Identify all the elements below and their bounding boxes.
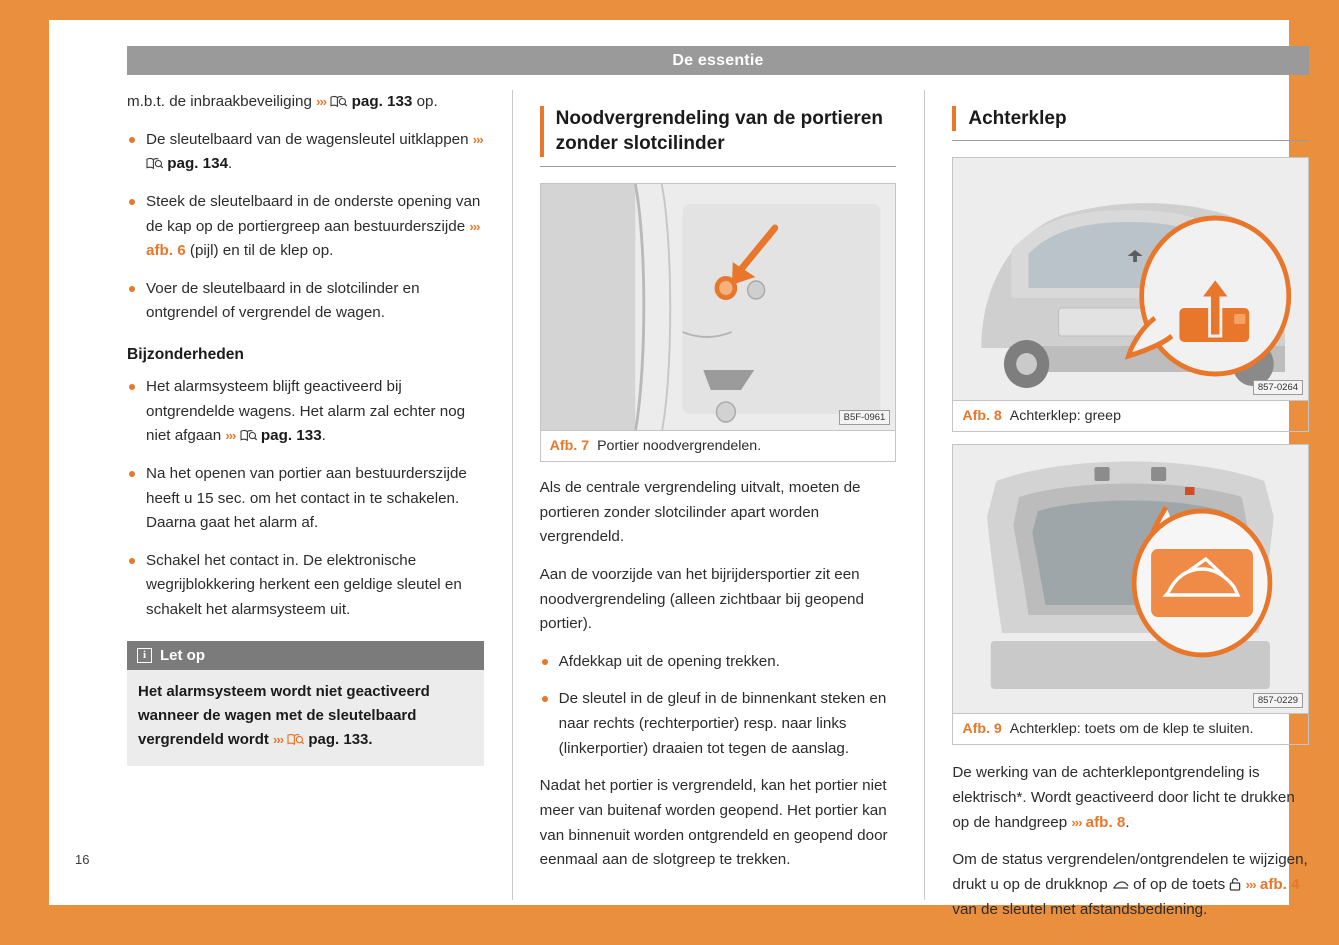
figure-9-code: 857-0229	[1253, 693, 1303, 708]
column-middle	[512, 90, 897, 900]
figure-8-code: 857-0264	[1253, 380, 1303, 395]
figure-9-image	[952, 444, 1309, 714]
bullet-text-post: .	[321, 427, 326, 445]
figure-8-caption-text: Achterklep: greep	[1009, 408, 1121, 425]
paragraph-text-mid: of op de toets	[1128, 875, 1230, 893]
figure-7-code: B5F-0961	[839, 410, 891, 425]
page-header-title: De essentie	[672, 51, 764, 69]
section-title: Noodvergrendeling van de portieren zonder slotcilinder	[540, 106, 897, 157]
chevron-ref-icon: ›››	[316, 94, 327, 109]
info-icon: i	[137, 648, 152, 663]
bullet-text-pre: Schakel het contact in. De elektronische wegrijblokkering herkent een geldige sleutel en schakelt het alarmsysteem uit.	[146, 551, 462, 618]
manual-reference-icon	[287, 733, 304, 746]
document-page	[49, 20, 1308, 918]
paragraph-text-pre: Om de status vergrendelen/ontgrendelen te wijzigen, drukt u op de drukknop	[952, 851, 1308, 893]
figure-7-label: Afb. 7	[549, 438, 590, 455]
paragraph-ref-figure[interactable]: afb. 4	[1259, 875, 1300, 893]
list-item	[127, 128, 484, 177]
figure-9-caption-text: Achterklep: toets om de klep te sluiten.	[1009, 721, 1254, 738]
paragraph-text-post: .	[1125, 813, 1130, 831]
list-item	[127, 190, 484, 264]
page-number: 16	[75, 852, 90, 867]
manual-reference-icon	[240, 429, 257, 442]
paragraph: Aan de voorzijde van het bijrijdersportier zit een noodvergrendeling (alleen zichtbaar bij geopend portier).	[539, 565, 864, 633]
chevron-ref-icon: ›››	[1245, 876, 1256, 892]
list-item	[127, 549, 484, 623]
manual-reference-icon	[330, 95, 347, 108]
list-item	[127, 375, 484, 449]
figure-9-label: Afb. 9	[962, 721, 1002, 738]
paragraph	[952, 761, 1309, 835]
bullet-text-pre: De sleutelbaard van de wagensleutel uitklappen	[146, 130, 473, 148]
list-item: Afdekkap uit de opening trekken.	[540, 650, 897, 675]
page-columns	[127, 90, 1309, 918]
figure-9	[952, 444, 1309, 745]
bullet-ref-figure[interactable]: afb. 6	[146, 242, 186, 260]
figure-8-label: Afb. 8	[962, 408, 1002, 425]
figure-9-caption	[952, 714, 1309, 745]
figure-7-caption-text: Portier noodvergrendelen.	[597, 438, 762, 455]
note-box-title: Let op	[160, 646, 205, 664]
unlock-trunk-button-icon	[1112, 880, 1129, 891]
note-text-post: .	[368, 731, 373, 749]
section-title: Achterklep	[952, 106, 1309, 132]
figure-7-caption	[540, 431, 897, 462]
bullet-ref-page[interactable]: pag. 133	[260, 427, 322, 445]
paragraph: Als de centrale vergrendeling uitvalt, moeten de portieren zonder slotcilinder apart worden vergrendeld.	[539, 479, 861, 546]
list-item: De sleutel in de gleuf in de binnenkant steken en naar rechts (rechterportier) resp. naar links (linkerportier) draaien tot tegen de aanslag.	[540, 687, 897, 761]
bullet-text-pre: Na het openen van portier aan bestuurderszijde heeft u 15 sec. om het contact in te schakelen. Daarna gaat het alarm af.	[146, 464, 467, 532]
list-item	[127, 277, 484, 326]
bullet-text-pre: Het alarmsysteem blijft geactiveerd bij ontgrendelde wagens. Het alarm zal echter nog niet afgaan	[146, 378, 466, 445]
paragraph-text-pre: De werking van de achterklepontgrendeling is elektrisch*. Wordt geactiveerd door licht te drukken op de handgreep	[952, 764, 1295, 831]
chevron-ref-icon: ›››	[1071, 814, 1082, 830]
paragraph-ref-figure[interactable]: afb. 8	[1085, 813, 1126, 831]
note-box-header	[127, 641, 484, 670]
bullet-text-pre: Voer de sleutelbaard in de slotcilinder en ontgrendel of vergrendel de wagen.	[146, 279, 420, 322]
chevron-ref-icon: ›››	[469, 218, 480, 234]
paragraph: Nadat het portier is vergrendeld, kan het portier niet meer van buitenaf worden geopend. Het portier kan van binnenuit worden ontgrendeld en geopend door eenmaal aan de slotgreep te trekken.	[539, 777, 888, 869]
title-divider	[952, 140, 1309, 141]
continuation-text-post: op.	[412, 93, 438, 110]
figure-8	[952, 157, 1309, 432]
manual-reference-icon	[146, 157, 163, 170]
continuation-paragraph	[127, 90, 484, 115]
continuation-text-pre: m.b.t. de inbraakbeveiliging	[127, 93, 317, 110]
bullet-text-post: (pijl) en til de klep op.	[185, 242, 334, 260]
column-left	[127, 90, 484, 900]
chevron-ref-icon: ›››	[273, 732, 284, 748]
title-divider	[540, 166, 897, 167]
figure-7-image	[540, 183, 897, 431]
figure-8-caption	[952, 401, 1309, 432]
note-box	[127, 641, 484, 766]
note-ref-page[interactable]: pag. 133	[308, 731, 369, 749]
note-text-pre: Het alarmsysteem wordt niet geactiveerd wanneer de wagen met de sleutelbaard vergrendeld wordt	[138, 682, 430, 749]
bullet-text-post: .	[228, 155, 233, 173]
list-item	[127, 462, 484, 536]
figure-7	[540, 183, 897, 462]
chevron-ref-icon: ›››	[225, 428, 236, 444]
section-subheading: Bijzonderheden	[127, 346, 244, 363]
continuation-ref-page[interactable]: pag. 133	[351, 93, 413, 110]
bullet-ref-page[interactable]: pag. 134	[167, 155, 229, 173]
bullet-text-pre: Steek de sleutelbaard in de onderste opening van de kap op de portiergreep aan bestuurderszijde	[146, 192, 481, 235]
figure-8-image	[952, 157, 1309, 401]
lock-icon	[1229, 877, 1241, 891]
note-box-body	[127, 670, 484, 766]
page-header-banner	[127, 46, 1309, 75]
column-right	[924, 90, 1309, 918]
paragraph-text-post: van de sleutel met afstandsbediening.	[952, 900, 1208, 918]
chevron-ref-icon: ›››	[472, 131, 483, 147]
paragraph	[952, 848, 1309, 922]
